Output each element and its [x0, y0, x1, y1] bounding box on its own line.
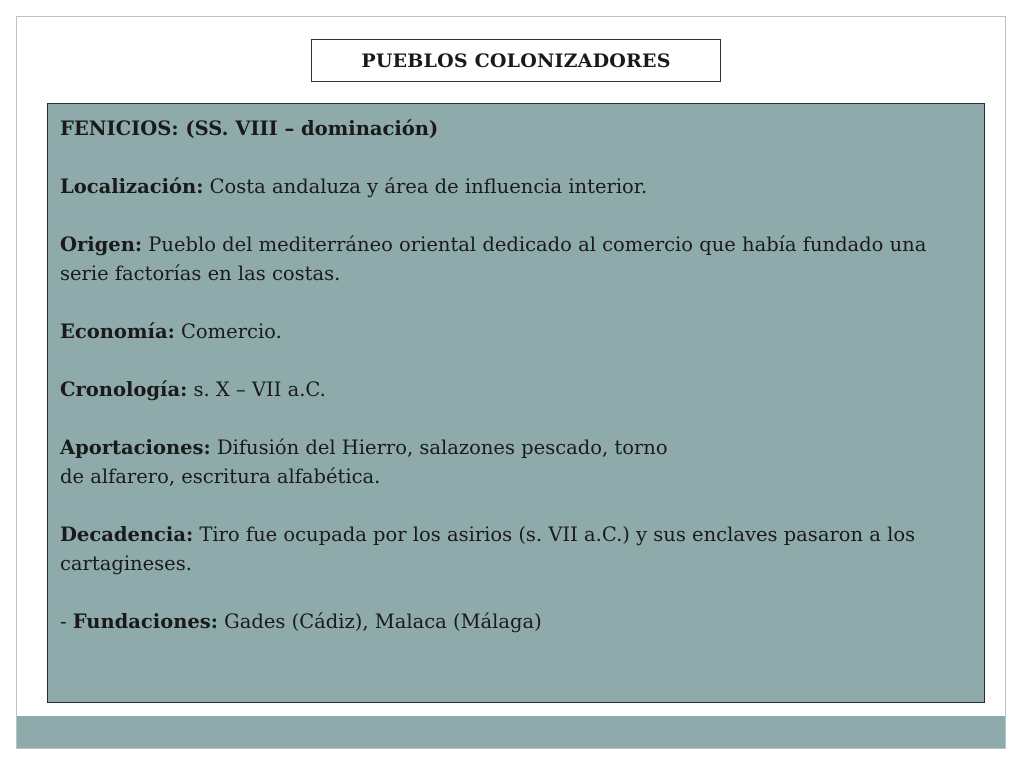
aportaciones-text-line2: de alfarero, escritura alfabética.	[60, 465, 381, 488]
decadencia-label: Decadencia:	[60, 523, 194, 546]
economia-label: Economía:	[60, 320, 175, 343]
origen-paragraph	[60, 230, 972, 288]
section-heading	[60, 114, 972, 143]
fundaciones-prefix: -	[60, 610, 73, 633]
economia-text: Comercio.	[174, 320, 282, 343]
fundaciones-label: Fundaciones:	[72, 610, 218, 633]
localizacion-label: Localización:	[60, 175, 204, 198]
heading-text: FENICIOS: (SS. VIII – dominación)	[60, 117, 439, 140]
cronologia-paragraph	[60, 375, 972, 404]
origen-label: Origen:	[60, 233, 143, 256]
decadencia-paragraph	[60, 520, 972, 578]
content-panel	[47, 103, 985, 703]
fundaciones-paragraph	[60, 607, 972, 636]
bottom-accent-bar	[17, 716, 1005, 748]
slide-title-text: PUEBLOS COLONIZADORES	[361, 49, 671, 72]
decadencia-text: Tiro fue ocupada por los asirios (s. VII a.C.) y sus enclaves pasaron a los cartagineses.	[60, 523, 916, 575]
localizacion-text: Costa andaluza y área de influencia interior.	[203, 175, 648, 198]
aportaciones-paragraph	[60, 433, 972, 491]
cronologia-text: s. X – VII a.C.	[187, 378, 326, 401]
origen-text: Pueblo del mediterráneo oriental dedicado al comercio que había fundado una serie factorías en las costas.	[60, 233, 927, 285]
cronologia-label: Cronología:	[60, 378, 188, 401]
aportaciones-text-line1: Difusión del Hierro, salazones pescado, torno	[210, 436, 668, 459]
fundaciones-text: Gades (Cádiz), Malaca (Málaga)	[217, 610, 542, 633]
slide-title	[311, 39, 721, 82]
aportaciones-label: Aportaciones:	[60, 436, 211, 459]
localizacion-paragraph	[60, 172, 972, 201]
economia-paragraph	[60, 317, 972, 346]
